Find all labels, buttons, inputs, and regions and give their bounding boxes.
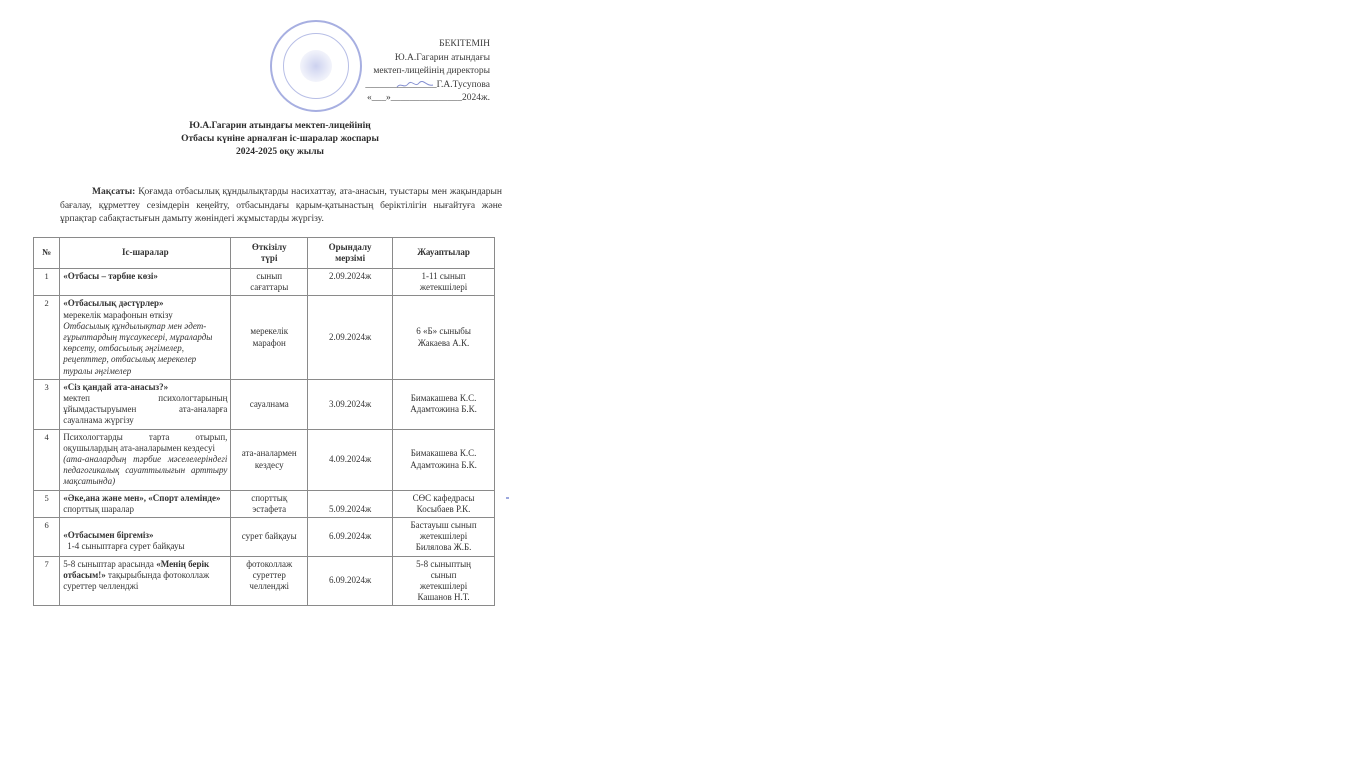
date-cell: 5.09.2024ж bbox=[308, 490, 393, 517]
type-cell bbox=[231, 296, 308, 379]
event-cell bbox=[60, 296, 231, 379]
type-cell bbox=[231, 556, 308, 606]
event-cell bbox=[60, 379, 231, 429]
responsible-line: Кашанов Н.Т. bbox=[417, 592, 470, 603]
type-cell bbox=[231, 269, 308, 296]
date-cell: 2.09.2024ж bbox=[308, 296, 393, 379]
responsible-line: Бимакашева К.С. bbox=[410, 448, 477, 459]
type-line: марафон bbox=[252, 337, 286, 348]
approval-signature-line: _______________Г.А.Тусупова bbox=[365, 79, 490, 90]
type-cell: сауалнама bbox=[231, 379, 308, 429]
date-cell: 6.09.2024ж bbox=[308, 556, 393, 606]
responsible-line: жетекшілері bbox=[419, 581, 468, 592]
approval-school: Ю.А.Гагарин атындағы bbox=[394, 52, 490, 63]
table-row bbox=[34, 379, 495, 429]
title-line-school: Ю.А.Гагарин атындағы мектеп-лицейінің bbox=[189, 121, 371, 131]
responsible-cell bbox=[393, 429, 495, 490]
event-details: (ата-аналардың тәрбие мәселелеріндегі педагогикалық сауаттылығын арттыру мақсатында) bbox=[63, 454, 228, 487]
row-number: 5 bbox=[34, 490, 60, 517]
title-line-plan: Отбасы күніне арналған іс-шаралар жоспары bbox=[181, 134, 379, 144]
responsible-cell bbox=[393, 296, 495, 379]
type-line: эстафета bbox=[252, 503, 287, 514]
date-cell: 6.09.2024ж bbox=[308, 518, 393, 557]
event-cell bbox=[60, 556, 231, 606]
event-cell bbox=[60, 429, 231, 490]
type-line: спорттық bbox=[251, 492, 288, 503]
date-cell: 4.09.2024ж bbox=[308, 429, 393, 490]
responsible-cell bbox=[393, 518, 495, 557]
responsible-line: Адамтожина Б.К. bbox=[410, 404, 477, 415]
responsible-line: сынып bbox=[430, 569, 457, 580]
header-responsible: Жауаптылар bbox=[393, 238, 495, 269]
event-cell bbox=[60, 518, 231, 557]
event-description: спорттық шаралар bbox=[63, 503, 134, 514]
type-line: ата-аналармен bbox=[241, 448, 297, 459]
event-title: «Әке,ана және мен», «Спорт әлемінде» bbox=[63, 492, 221, 503]
event-description: 1-4 сыныптарға сурет байқауы bbox=[67, 541, 185, 552]
goal-paragraph bbox=[60, 186, 502, 227]
title-line-year: 2024-2025 оқу жылы bbox=[236, 147, 324, 157]
header-date bbox=[308, 238, 393, 269]
responsible-line: СӨС кафедрасы bbox=[412, 492, 475, 503]
goal-text: Қоғамда отбасылық құндылықтарды насихаттау, ата-анасын, туыстары мен жақындарын бағалау, құрметтеу сезімдерін кеңейту, отбасындағы қарым-қатынастың беріктілігін нығайтуға және ұрпақтар сабақтастығын дамыту жөніндегі жұмыстарды жүргізу. bbox=[60, 187, 502, 224]
approval-heading: БЕКІТЕМІН bbox=[439, 39, 490, 49]
events-table bbox=[33, 237, 495, 606]
event-description: мерекелік марафонын өткізу bbox=[63, 309, 173, 320]
date-cell: 3.09.2024ж bbox=[308, 379, 393, 429]
official-seal-emblem bbox=[300, 50, 332, 82]
row-number: 3 bbox=[34, 379, 60, 429]
header-events: Іс-шаралар bbox=[60, 238, 231, 269]
event-title: «Отбасылық дәстүрлер» bbox=[63, 298, 164, 309]
type-line: челленджі bbox=[249, 581, 290, 592]
responsible-line: 5-8 сыныптың bbox=[416, 558, 471, 569]
approval-date-line: «___»_______________2024ж. bbox=[367, 93, 490, 103]
responsible-line: 1-11 сынып bbox=[421, 271, 466, 281]
row-number: 7 bbox=[34, 556, 60, 606]
table-row bbox=[34, 556, 495, 606]
scan-artifact-dot bbox=[506, 497, 509, 499]
event-description: мектеп психологтарының ұйымдастыруымен ата-аналарға сауалнама жүргізу bbox=[63, 393, 228, 426]
responsible-line: 6 «Б» сыныбы bbox=[416, 326, 471, 337]
event-title: «Сіз қандай ата-анасыз?» bbox=[63, 381, 169, 392]
table-row bbox=[34, 429, 495, 490]
responsible-line: Косыбаев Р.К. bbox=[416, 503, 471, 514]
table-row bbox=[34, 490, 495, 517]
approval-position: мектеп-лицейінің директоры bbox=[373, 66, 490, 76]
approval-block bbox=[330, 38, 490, 106]
responsible-line: Бастауыш сынып bbox=[410, 520, 477, 531]
event-details: Отбасылық құндылықтар мен әдет-ғұрыптардың тұсаукесері, мұраларды көрсету, отбасылық әңгімелер, рецепттер, отбасылық мерекелер туралы әңгімелер bbox=[63, 320, 213, 376]
header-type bbox=[231, 238, 308, 269]
type-line: мерекелік bbox=[250, 326, 289, 337]
header-type-line2: түрі bbox=[261, 253, 278, 263]
responsible-line: Жакаева А.К. bbox=[417, 337, 470, 348]
type-line: кездесу bbox=[254, 459, 284, 470]
responsible-line: жетекшілері bbox=[419, 531, 468, 542]
event-title: «Отбасымен біргеміз» bbox=[63, 530, 154, 541]
event-cell bbox=[60, 269, 231, 296]
header-number: № bbox=[34, 238, 60, 269]
event-description: тақырыбында фотоколлаж суреттер челленджі bbox=[63, 569, 210, 592]
event-title: «Менің берік отбасым!» bbox=[63, 558, 210, 580]
responsible-line: Бимакашева К.С. bbox=[410, 393, 477, 404]
responsible-cell bbox=[393, 379, 495, 429]
document-title bbox=[130, 120, 430, 159]
responsible-line: жетекшілері bbox=[419, 282, 468, 293]
header-date-line1: Орындалу bbox=[328, 241, 372, 252]
responsible-cell bbox=[393, 490, 495, 517]
type-line: фотоколлаж bbox=[246, 558, 293, 569]
table-row bbox=[34, 296, 495, 379]
responsible-cell bbox=[393, 556, 495, 606]
row-number: 1 bbox=[34, 269, 60, 296]
goal-label: Мақсаты: bbox=[92, 187, 136, 197]
header-date-line2: мерзімі bbox=[335, 253, 366, 263]
type-cell: сурет байқауы bbox=[231, 518, 308, 557]
responsible-line: Билялова Ж.Б. bbox=[415, 542, 472, 553]
header-type-line1: Өткізілу bbox=[251, 241, 287, 252]
event-intro: 5-8 сыныптар арасында bbox=[63, 558, 157, 569]
event-description: Психологтарды тарта отырып, оқушылардың ата-аналарымен кездесуі bbox=[63, 431, 228, 453]
row-number: 4 bbox=[34, 429, 60, 490]
table-header-row bbox=[34, 238, 495, 269]
type-cell bbox=[231, 490, 308, 517]
event-title: «Отбасы – тәрбие көзі» bbox=[63, 271, 158, 281]
table-row bbox=[34, 269, 495, 296]
type-line: сынып bbox=[256, 271, 283, 281]
row-number: 6 bbox=[34, 518, 60, 557]
handwritten-signature bbox=[395, 80, 435, 90]
row-number: 2 bbox=[34, 296, 60, 379]
type-cell bbox=[231, 429, 308, 490]
table-row bbox=[34, 518, 495, 557]
event-cell bbox=[60, 490, 231, 517]
responsible-cell bbox=[393, 269, 495, 296]
type-line: сағаттары bbox=[250, 282, 289, 293]
responsible-line: Адамтожина Б.К. bbox=[410, 459, 477, 470]
type-line: суреттер bbox=[252, 569, 286, 580]
date-cell: 2.09.2024ж bbox=[308, 269, 393, 296]
